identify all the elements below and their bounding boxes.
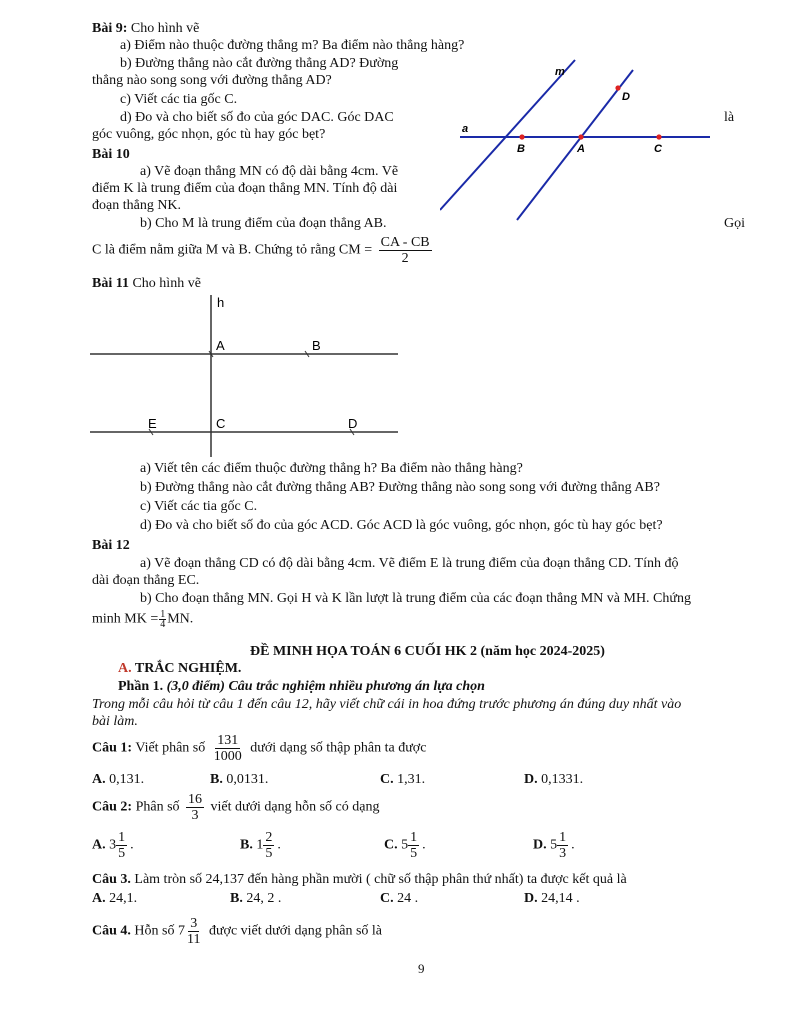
mixed-fraction <box>408 830 419 861</box>
page-number: 9 <box>418 961 425 976</box>
q4-fraction <box>185 916 202 947</box>
option-text: 0,1331. <box>541 772 584 787</box>
option-letter: B. <box>210 772 223 787</box>
q2-fraction-den: 3 <box>191 808 199 823</box>
mixed-den: 3 <box>559 846 567 861</box>
instructions-line1: Trong mỗi câu hỏi từ câu 1 đến câu 12, hãy viết chữ cái in hoa đứng trước phương án đúng duy nhất vào <box>92 697 682 712</box>
bai10-question-b-line2 <box>92 235 435 266</box>
option-letter: B. <box>230 891 243 906</box>
label-h: h <box>217 295 225 310</box>
label-E: E <box>148 416 157 431</box>
section-name: TRẮC NGHIỆM. <box>134 661 242 676</box>
label-A: A <box>216 338 225 353</box>
q2-label: Câu 2: <box>92 799 133 815</box>
bai10-title: Bài 10 <box>92 147 130 162</box>
bai10-question-b-line1: b) Cho M là trung điểm của đoạn thẳng AB. <box>140 216 387 231</box>
option-letter: C. <box>380 772 394 787</box>
bai12-question-a-line1: a) Vẽ đoạn thẳng CD có độ dài bằng 4cm. Vẽ điểm E là trung điểm của đoạn thẳng CD. Tính độ <box>140 556 679 571</box>
bai10-fraction-num: CA - CB <box>380 235 430 250</box>
q2-question <box>92 792 379 823</box>
mixed-num: 2 <box>265 830 273 845</box>
bai10-question-a-line2: điểm K là trung điểm của đoạn thẳng MN. Tính độ dài <box>92 181 398 196</box>
label-A: A <box>577 143 585 155</box>
label-B: B <box>517 143 525 155</box>
label-C: C <box>654 143 662 155</box>
q1-label: Câu 1: <box>92 740 133 756</box>
option-text: 24,1. <box>109 891 138 906</box>
bai9-question-b-line2: thẳng nào song song với đường thẳng AD? <box>92 73 332 88</box>
q2-option-b[interactable]: B. 1 $\frac{2}{5}$ . <box>240 830 281 861</box>
q2-fraction <box>186 792 204 823</box>
bai12-b2-post: MN. <box>167 611 194 627</box>
bai11-heading <box>92 275 201 292</box>
label-B: B <box>312 338 321 353</box>
option-text: 0,0131. <box>226 772 269 787</box>
mixed-fraction <box>557 830 568 861</box>
q1-fraction <box>212 733 244 764</box>
q1-option-a[interactable] <box>92 771 144 788</box>
mixed-num: 1 <box>410 830 418 845</box>
bai11-title: Bài 11 <box>92 276 129 291</box>
q1-post: dưới dạng số thập phân ta được <box>250 740 427 756</box>
option-letter: A. <box>92 891 106 906</box>
section-heading <box>118 660 241 677</box>
bai12-fraction-den: 4 <box>160 619 166 630</box>
q3-option-d[interactable] <box>524 890 580 907</box>
point-D <box>615 85 620 90</box>
q3-question <box>92 871 627 888</box>
q2-fraction-num: 16 <box>188 792 203 807</box>
q4-question <box>92 916 382 947</box>
option-letter: A. <box>92 837 106 853</box>
mixed-num: 1 <box>559 830 567 845</box>
option-text: 24 . <box>397 891 419 906</box>
bai11-question-b: b) Đường thẳng nào cắt đường thẳng AB? Đường thẳng nào song song với đường thẳng AB? <box>140 480 660 495</box>
q3-option-a[interactable] <box>92 890 137 907</box>
bai11-figure <box>90 292 400 462</box>
q3-option-c[interactable] <box>380 890 418 907</box>
bai10-question-a-line3: đoạn thẳng NK. <box>92 198 182 213</box>
bai11-question-c: c) Viết các tia gốc C. <box>140 499 258 514</box>
label-C: C <box>216 416 226 431</box>
q2-option-d[interactable]: D. 5 $\frac{1}{3}$ . <box>533 830 575 861</box>
option-text: 24, 2 . <box>246 891 282 906</box>
bai9-question-a: a) Điểm nào thuộc đường thẳng m? Ba điểm nào thẳng hàng? <box>120 38 465 53</box>
bai12-fraction <box>159 610 166 629</box>
line-ad <box>517 70 633 220</box>
option-text: 0,131. <box>109 772 145 787</box>
bai11-intro: Cho hình vẽ <box>132 276 201 291</box>
bai9-question-b-line1: b) Đường thẳng nào cắt đường thẳng AD? Đường <box>120 56 399 71</box>
bai12-question-b-line1: b) Cho đoạn thẳng MN. Gọi H và K lần lượt là trung điểm của các đoạn thẳng MN và MH. Chứng <box>140 591 691 606</box>
mixed-num: 1 <box>118 830 126 845</box>
label-m: m <box>555 66 565 78</box>
part-desc: (3,0 điểm) Câu trắc nghiệm nhiều phương án lựa chọn <box>166 679 485 694</box>
q2-option-c[interactable]: C. 5 $\frac{1}{5}$ . <box>384 830 426 861</box>
mixed-whole: 1 <box>256 837 264 853</box>
option-letter: D. <box>524 772 538 787</box>
mixed-den: 5 <box>410 846 418 861</box>
option-text: 1,31. <box>397 772 426 787</box>
option-letter: C. <box>384 837 398 853</box>
bai9-figure <box>440 55 740 230</box>
exam-title: ĐỀ MINH HỌA TOÁN 6 CUỐI HK 2 (năm học 2024-2025) <box>250 644 605 659</box>
instructions-line2: bài làm. <box>92 714 138 729</box>
q4-fraction-den: 11 <box>186 932 201 947</box>
option-text: 24,14 . <box>541 891 580 906</box>
q3-label: Câu 3. <box>92 872 131 887</box>
q4-post: được viết dưới dạng phân số là <box>208 923 383 939</box>
mixed-den: 5 <box>265 846 273 861</box>
bai9-intro: Cho hình vẽ <box>130 21 200 36</box>
q4-pre: Hỗn số <box>134 923 175 939</box>
bai12-question-a-line2: dài đoạn thẳng EC. <box>92 573 200 588</box>
q1-option-c[interactable] <box>380 771 425 788</box>
bai9-question-d-line1: d) Đo và cho biết số đo của góc DAC. Góc DAC <box>120 110 394 125</box>
q4-whole: 7 <box>177 923 185 939</box>
bai11-question-d: d) Đo và cho biết số đo của góc ACD. Góc ACD là góc vuông, góc nhọn, góc tù hay góc bẹt? <box>140 518 663 533</box>
q3-text: Làm tròn số 24,137 đến hàng phần mười ( chữ số thập phân thứ nhất) ta được kết quả là <box>134 872 627 887</box>
bai12-title: Bài 12 <box>92 538 130 553</box>
bai9-question-d-line2: góc vuông, góc nhọn, góc tù hay góc bẹt? <box>92 127 326 142</box>
q3-option-b[interactable] <box>230 890 281 907</box>
bai12-b2-pre: minh MK = <box>92 611 159 627</box>
bai12-question-b-line2 <box>92 610 193 629</box>
mixed-whole: 3 <box>109 837 117 853</box>
point-A <box>578 134 583 139</box>
q1-fraction-den: 1000 <box>213 749 242 764</box>
bai10-fraction-den: 2 <box>401 251 409 266</box>
bai10-fraction <box>379 235 432 266</box>
section-letter: A. <box>118 661 132 676</box>
bai9-question-c: c) Viết các tia gốc C. <box>120 92 238 107</box>
q2-post: viết dưới dạng hỗn số có dạng <box>210 799 380 815</box>
mixed-den: 5 <box>118 846 126 861</box>
option-letter: C. <box>380 891 394 906</box>
q4-label: Câu 4. <box>92 923 131 939</box>
q1-option-b[interactable] <box>210 771 268 788</box>
option-letter: B. <box>240 837 253 853</box>
label-D: D <box>348 416 358 431</box>
mixed-fraction <box>263 830 274 861</box>
part-label: Phần 1. <box>118 679 164 694</box>
bai10-question-a-line1: a) Vẽ đoạn thẳng MN có độ dài bằng 4cm. Vẽ <box>140 164 399 179</box>
option-letter: D. <box>524 891 538 906</box>
option-letter: D. <box>533 837 547 853</box>
bai9-question-d-line1-end: là <box>724 110 735 125</box>
label-a: a <box>462 123 469 135</box>
bai10-b2-text: C là điểm nằm giữa M và B. Chứng tỏ rằng CM = <box>92 242 373 258</box>
bai9-heading <box>92 20 199 37</box>
point-B <box>519 134 524 139</box>
mixed-whole: 5 <box>550 837 558 853</box>
q2-pre: Phân số <box>135 799 180 815</box>
bai12-fraction-num: 1 <box>160 609 166 620</box>
part-heading <box>118 678 485 695</box>
bai11-question-a: a) Viết tên các điểm thuộc đường thẳng h? Ba điểm nào thẳng hàng? <box>140 461 523 476</box>
q1-pre: Viết phân số <box>135 740 206 756</box>
q1-question <box>92 733 426 764</box>
q4-fraction-num: 3 <box>190 916 198 931</box>
point-C <box>656 134 661 139</box>
option-letter: A. <box>92 772 106 787</box>
line-m <box>440 60 575 210</box>
bai9-title: Bài 9: <box>92 21 128 36</box>
mixed-fraction <box>116 830 127 861</box>
bai10-question-b-line1-end: Gọi <box>724 216 745 231</box>
mixed-whole: 5 <box>401 837 409 853</box>
q2-option-a[interactable]: A. 3 $\frac{1}{5}$ . <box>92 830 134 861</box>
q1-fraction-num: 131 <box>217 733 239 748</box>
q1-option-d[interactable] <box>524 771 583 788</box>
label-D: D <box>622 91 630 103</box>
